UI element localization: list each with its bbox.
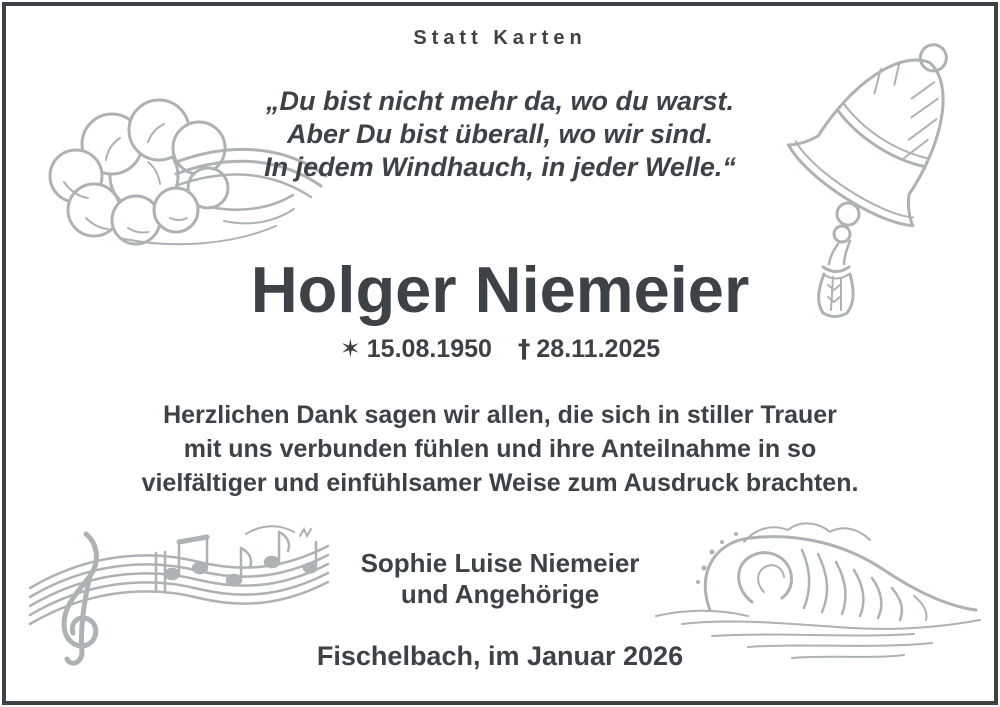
mourner-line: Sophie Luise Niemeier [360,548,640,578]
quote-line: Aber Du bist überall, wo wir sind. [286,119,714,149]
mourner-line: und Angehörige [400,579,600,609]
mourners-block [0,548,1000,610]
pre-header: Statt Karten [413,27,587,49]
deceased-name: Holger Niemeier [250,253,750,326]
quote-line: In jedem Windhauch, in jeder Welle.“ [264,152,736,182]
thanks-paragraph [0,398,1000,500]
birth-date: 15.08.1950 [366,335,492,363]
death-date: 28.11.2025 [536,335,661,363]
birth-date-group [340,335,492,363]
thanks-line: vielfältiger und einfühlsamer Weise zum Ausdruck brachten. [141,469,859,497]
death-cross-icon: † [517,334,531,363]
thanks-line: mit uns verbunden fühlen und ihre Anteilnahme in so [183,435,817,463]
death-date-group [518,335,660,363]
place-date-line: Fischelbach, im Januar 2026 [316,641,684,671]
thanks-line: Herzlichen Dank sagen wir allen, die sich in stiller Trauer [163,401,837,429]
quote-line: „Du bist nicht mehr da, wo du warst. [265,86,735,116]
birth-star-icon: ✶ [339,334,361,363]
life-dates [0,334,1000,364]
quote-block [0,85,1000,184]
